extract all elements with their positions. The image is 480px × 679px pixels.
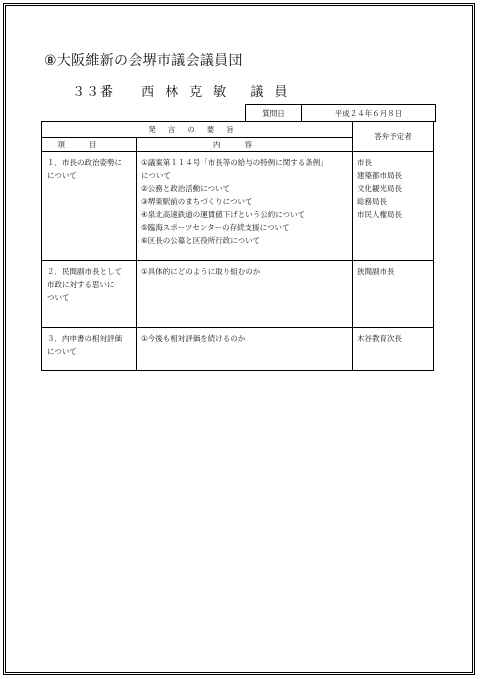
item-line: １．市長の政治姿勢に — [47, 158, 122, 167]
question-date-label: 質問日 — [246, 105, 302, 122]
question-date-value: 平成２４年６月８日 — [302, 105, 436, 122]
group-header-text: 発言の要旨 — [148, 125, 246, 134]
party-title: ⑧大阪維新の会堺市議会議員団 — [44, 53, 243, 69]
member-line — [72, 81, 298, 100]
item-line: ついて — [47, 293, 70, 302]
table-row — [42, 261, 434, 328]
member-number: ３３番 — [72, 85, 115, 100]
respondent-line: 総務局長 — [357, 197, 387, 206]
table-row — [42, 328, 434, 371]
question-date-box — [245, 104, 436, 122]
respondent-line: 市長 — [357, 158, 372, 167]
content-line: について — [141, 171, 171, 180]
item-header — [42, 138, 137, 152]
content-header — [137, 138, 353, 152]
content-line: ③堺東駅前のまちづくりについて — [141, 197, 253, 206]
respondent-cell — [353, 328, 434, 371]
respondent-cell — [353, 261, 434, 328]
item-header-text: 項目 — [57, 140, 121, 149]
content-line: ②公務と政治活動について — [141, 184, 231, 193]
respondent-line: 建築都市局長 — [357, 171, 402, 180]
item-cell — [42, 261, 137, 328]
content-line: ①具体的にどのように取り組むのか — [141, 267, 261, 276]
content-line: ⑤臨海スポーツセンターの存続支援について — [141, 223, 290, 232]
item-cell — [42, 328, 137, 371]
member-role: 議員 — [250, 85, 299, 100]
content-cell — [137, 328, 353, 371]
content-line: ④泉北高速鉄道の運賃値下げという公約について — [141, 210, 306, 219]
item-line: ２．民間副市長として — [47, 267, 122, 276]
item-line: 市政に対する思いに — [47, 280, 115, 289]
content-line: ①議案第１１４号「市長等の給与の特例に関する条例」 — [141, 158, 328, 167]
group-header — [42, 122, 353, 138]
respondent-cell — [353, 152, 434, 261]
content-cell — [137, 261, 353, 328]
content-line: ⑥区長の公募と区役所行政について — [141, 236, 261, 245]
respondent-header: 答弁予定者 — [353, 122, 434, 152]
item-cell — [42, 152, 137, 261]
table-row — [42, 152, 434, 261]
respondent-line: 市民人権局長 — [357, 210, 402, 219]
content-line: ①今後も相対評価を続けるのか — [141, 334, 246, 343]
respondent-line: 狭間副市長 — [357, 267, 395, 276]
content-cell — [137, 152, 353, 261]
respondent-line: 木谷教育次長 — [357, 334, 402, 343]
content-header-text: 内容 — [213, 140, 276, 149]
item-line: ３．内申書の相対評価 — [47, 334, 122, 343]
item-line: について — [47, 347, 77, 356]
respondent-line: 文化観光局長 — [357, 184, 402, 193]
question-table — [41, 121, 434, 371]
item-line: について — [47, 171, 77, 180]
member-name: 西林克敏 — [141, 85, 238, 100]
